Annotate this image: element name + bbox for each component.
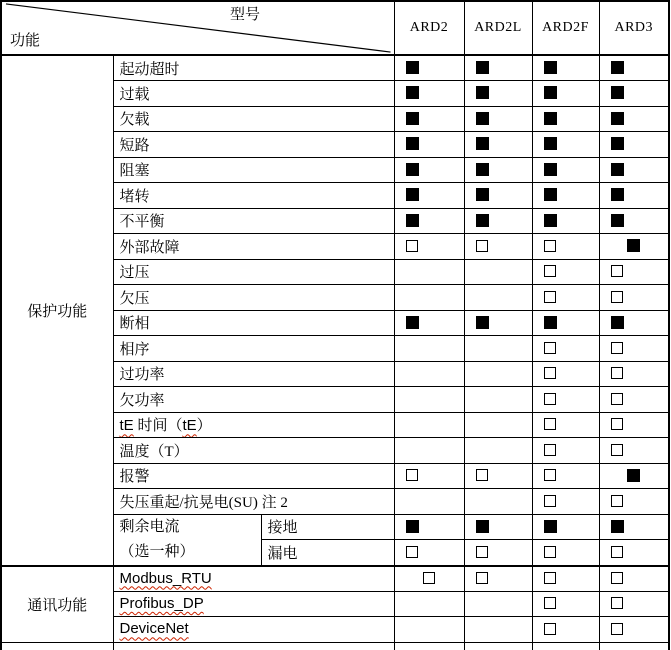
filled-square-icon [406,163,419,176]
row-label-text: 不平衡 [119,214,165,231]
empty-square-icon [544,291,556,303]
empty-square-icon [611,367,623,379]
row-label-text: 失压重起/抗晃电(SU) 注 2 [119,494,288,511]
empty-square-icon [611,418,623,430]
mark-cell-ard2 [394,81,464,107]
mark-cell-ard3 [599,361,669,387]
row-label: 接地 [261,514,394,540]
mark-cell-ard2f [532,132,599,158]
filled-square-icon [544,520,557,533]
mark-cell-ard2f [532,208,599,234]
mark-cell-ard2f [532,336,599,362]
mark-cell-ard2f [532,183,599,209]
filled-square-icon [476,214,489,227]
empty-square-icon [611,444,623,456]
row-label-part: ） [196,418,212,435]
table-row [1,566,669,592]
table-body [1,55,669,650]
row-label-part: tE [182,417,197,435]
mark-cell-ard3 [599,234,669,260]
mark-cell-ard2f [532,540,599,566]
mark-cell-ard3 [599,591,669,617]
empty-square-icon [544,265,556,277]
row-label-text: 堵转 [119,188,150,205]
empty-square-icon [544,240,556,252]
mark-cell-ard2l [464,183,532,209]
row-label [113,310,394,336]
mark-cell-ard3 [599,412,669,438]
mark-cell-ard2 [394,566,464,592]
column-header-ard2f: ARD2F [532,1,599,55]
empty-square-icon [476,469,488,481]
filled-square-icon [611,316,624,329]
empty-square-icon [476,240,488,252]
empty-square-icon [423,572,435,584]
diagonal-divider [2,2,394,54]
choice-label-line: 剩余电流 [119,518,180,535]
row-label-text: 过压 [119,265,150,282]
row-label-text: 温度（T） [119,443,189,460]
empty-square-icon [544,597,556,609]
filled-square-icon [476,163,489,176]
empty-square-icon [544,444,556,456]
mark-cell-ard2f [532,285,599,311]
mark-cell-ard2f [532,489,599,515]
empty-square-icon [611,495,623,507]
row-label-text: 欠压 [119,290,150,307]
mark-cell-ard3 [599,617,669,643]
row-label [113,259,394,285]
mark-cell-ard2f [532,514,599,540]
row-label [113,132,394,158]
filled-square-icon [544,112,557,125]
filled-square-icon [476,112,489,125]
row-label [113,463,394,489]
clipped-cell [394,642,464,650]
row-label-text: 起动超时 [119,61,180,78]
mark-cell-ard2 [394,55,464,81]
filled-square-icon [476,316,489,329]
mark-cell-ard2l [464,566,532,592]
clipped-cell [464,642,532,650]
row-label-choice [113,514,261,566]
mark-cell-ard2l [464,106,532,132]
row-label-text: 欠功率 [119,392,165,409]
mark-cell-ard2f [532,387,599,413]
empty-square-icon [544,572,556,584]
mark-cell-ard3 [599,55,669,81]
row-label [113,412,394,438]
filled-square-icon [627,469,640,482]
empty-square-icon [611,265,623,277]
filled-square-icon [476,86,489,99]
mark-cell-ard2l [464,208,532,234]
row-label-text: DeviceNet [119,620,189,638]
row-label [113,285,394,311]
row-label-text: 报警 [119,469,150,486]
mark-cell-ard2 [394,412,464,438]
row-label-part: tE [119,417,134,435]
empty-square-icon [544,393,556,405]
clipped-cell [532,642,599,650]
mark-cell-ard3 [599,514,669,540]
filled-square-icon [611,137,624,150]
empty-square-icon [611,342,623,354]
filled-square-icon [406,316,419,329]
mark-cell-ard2f [532,157,599,183]
row-label-text: 欠载 [119,112,150,129]
mark-cell-ard2 [394,285,464,311]
filled-square-icon [544,61,557,74]
mark-cell-ard2l [464,81,532,107]
mark-cell-ard3 [599,489,669,515]
mark-cell-ard2 [394,463,464,489]
mark-cell-ard2l [464,259,532,285]
filled-square-icon [406,112,419,125]
filled-square-icon [611,163,624,176]
column-header-ard2: ARD2 [394,1,464,55]
filled-square-icon [611,188,624,201]
mark-cell-ard2 [394,157,464,183]
mark-cell-ard2f [532,591,599,617]
mark-cell-ard3 [599,540,669,566]
mark-cell-ard3 [599,387,669,413]
empty-square-icon [611,546,623,558]
row-label-text: 阻塞 [119,163,150,180]
mark-cell-ard3 [599,106,669,132]
mark-cell-ard3 [599,566,669,592]
mark-cell-ard2 [394,183,464,209]
mark-cell-ard2 [394,361,464,387]
table-row [1,55,669,81]
mark-cell-ard3 [599,259,669,285]
clipped-cell [599,642,669,650]
row-label-text: 相序 [119,341,150,358]
mark-cell-ard3 [599,208,669,234]
mark-cell-ard3 [599,81,669,107]
filled-square-icon [476,61,489,74]
row-label [113,387,394,413]
mark-cell-ard2f [532,234,599,260]
mark-cell-ard2l [464,514,532,540]
empty-square-icon [476,546,488,558]
filled-square-icon [406,137,419,150]
mark-cell-ard3 [599,157,669,183]
row-label-text: Profibus_DP [119,594,204,612]
mark-cell-ard2l [464,591,532,617]
row-label [113,489,394,515]
filled-square-icon [611,214,624,227]
empty-square-icon [544,495,556,507]
row-label-text: 外部故障 [119,239,180,256]
mark-cell-ard2 [394,234,464,260]
filled-square-icon [406,61,419,74]
group-cell: 通讯功能 [1,566,113,643]
row-label [113,566,394,592]
mark-cell-ard2l [464,387,532,413]
mark-cell-ard2 [394,540,464,566]
clipped-row [1,642,669,650]
mark-cell-ard2f [532,412,599,438]
empty-square-icon [611,572,623,584]
empty-square-icon [476,572,488,584]
corner-function-label: 功能 [10,33,41,49]
mark-cell-ard2l [464,234,532,260]
mark-cell-ard3 [599,285,669,311]
row-label [113,336,394,362]
mark-cell-ard2l [464,132,532,158]
mark-cell-ard2 [394,489,464,515]
empty-square-icon [406,546,418,558]
filled-square-icon [544,316,557,329]
mark-cell-ard2f [532,106,599,132]
mark-cell-ard2 [394,259,464,285]
filled-square-icon [476,188,489,201]
corner-model-label: 型号 [230,7,261,23]
filled-square-icon [611,520,624,533]
mark-cell-ard2f [532,463,599,489]
filled-square-icon [544,214,557,227]
empty-square-icon [544,418,556,430]
mark-cell-ard2l [464,540,532,566]
group-cell: 保护功能 [1,55,113,566]
filled-square-icon [611,61,624,74]
row-label: 漏电 [261,540,394,566]
clipped-cell [113,642,394,650]
mark-cell-ard2l [464,336,532,362]
clipped-cell [1,642,113,650]
mark-cell-ard2 [394,514,464,540]
header-row [1,1,669,55]
mark-cell-ard2f [532,55,599,81]
filled-square-icon [406,86,419,99]
mark-cell-ard2 [394,387,464,413]
mark-cell-ard3 [599,132,669,158]
mark-cell-ard2f [532,259,599,285]
empty-square-icon [544,367,556,379]
row-label [113,591,394,617]
empty-square-icon [611,597,623,609]
mark-cell-ard2l [464,157,532,183]
filled-square-icon [406,214,419,227]
empty-square-icon [611,623,623,635]
mark-cell-ard2l [464,55,532,81]
empty-square-icon [611,291,623,303]
mark-cell-ard2f [532,310,599,336]
row-label-text: 过载 [119,86,150,103]
row-label-text: Modbus_RTU [119,569,212,587]
row-label [113,234,394,260]
row-label-text: 断相 [119,316,150,333]
filled-square-icon [627,239,640,252]
row-label-text: 短路 [119,137,150,154]
mark-cell-ard2 [394,438,464,464]
mark-cell-ard2 [394,132,464,158]
column-header-ard3: ARD3 [599,1,669,55]
empty-square-icon [544,546,556,558]
choice-label-line: （选一种） [119,543,195,560]
filled-square-icon [611,112,624,125]
empty-square-icon [544,469,556,481]
row-label [113,438,394,464]
mark-cell-ard3 [599,310,669,336]
empty-square-icon [406,240,418,252]
filled-square-icon [544,163,557,176]
mark-cell-ard2l [464,438,532,464]
row-label [113,157,394,183]
filled-square-icon [544,137,557,150]
filled-square-icon [406,188,419,201]
mark-cell-ard2f [532,438,599,464]
filled-square-icon [476,520,489,533]
mark-cell-ard2f [532,361,599,387]
mark-cell-ard2 [394,208,464,234]
row-label [113,361,394,387]
mark-cell-ard2 [394,591,464,617]
mark-cell-ard2 [394,617,464,643]
row-label [113,55,394,81]
column-header-ard2l: ARD2L [464,1,532,55]
corner-cell [1,1,394,55]
mark-cell-ard2l [464,489,532,515]
mark-cell-ard2 [394,310,464,336]
filled-square-icon [544,188,557,201]
row-label [113,183,394,209]
mark-cell-ard2l [464,285,532,311]
row-label [113,81,394,107]
empty-square-icon [611,393,623,405]
mark-cell-ard2f [532,81,599,107]
empty-square-icon [544,623,556,635]
row-label-part: 时间（ [133,418,183,435]
row-label [113,208,394,234]
filled-square-icon [611,86,624,99]
row-label [113,106,394,132]
filled-square-icon [406,520,419,533]
mark-cell-ard2l [464,310,532,336]
mark-cell-ard2l [464,463,532,489]
mark-cell-ard2 [394,106,464,132]
row-label-text: 过功率 [119,367,165,384]
mark-cell-ard2f [532,617,599,643]
mark-cell-ard3 [599,463,669,489]
row-label [113,617,394,643]
filled-square-icon [476,137,489,150]
mark-cell-ard3 [599,438,669,464]
mark-cell-ard2l [464,617,532,643]
mark-cell-ard2l [464,361,532,387]
mark-cell-ard2l [464,412,532,438]
empty-square-icon [544,342,556,354]
mark-cell-ard3 [599,336,669,362]
mark-cell-ard3 [599,183,669,209]
empty-square-icon [406,469,418,481]
mark-cell-ard2 [394,336,464,362]
mark-cell-ard2f [532,566,599,592]
filled-square-icon [544,86,557,99]
